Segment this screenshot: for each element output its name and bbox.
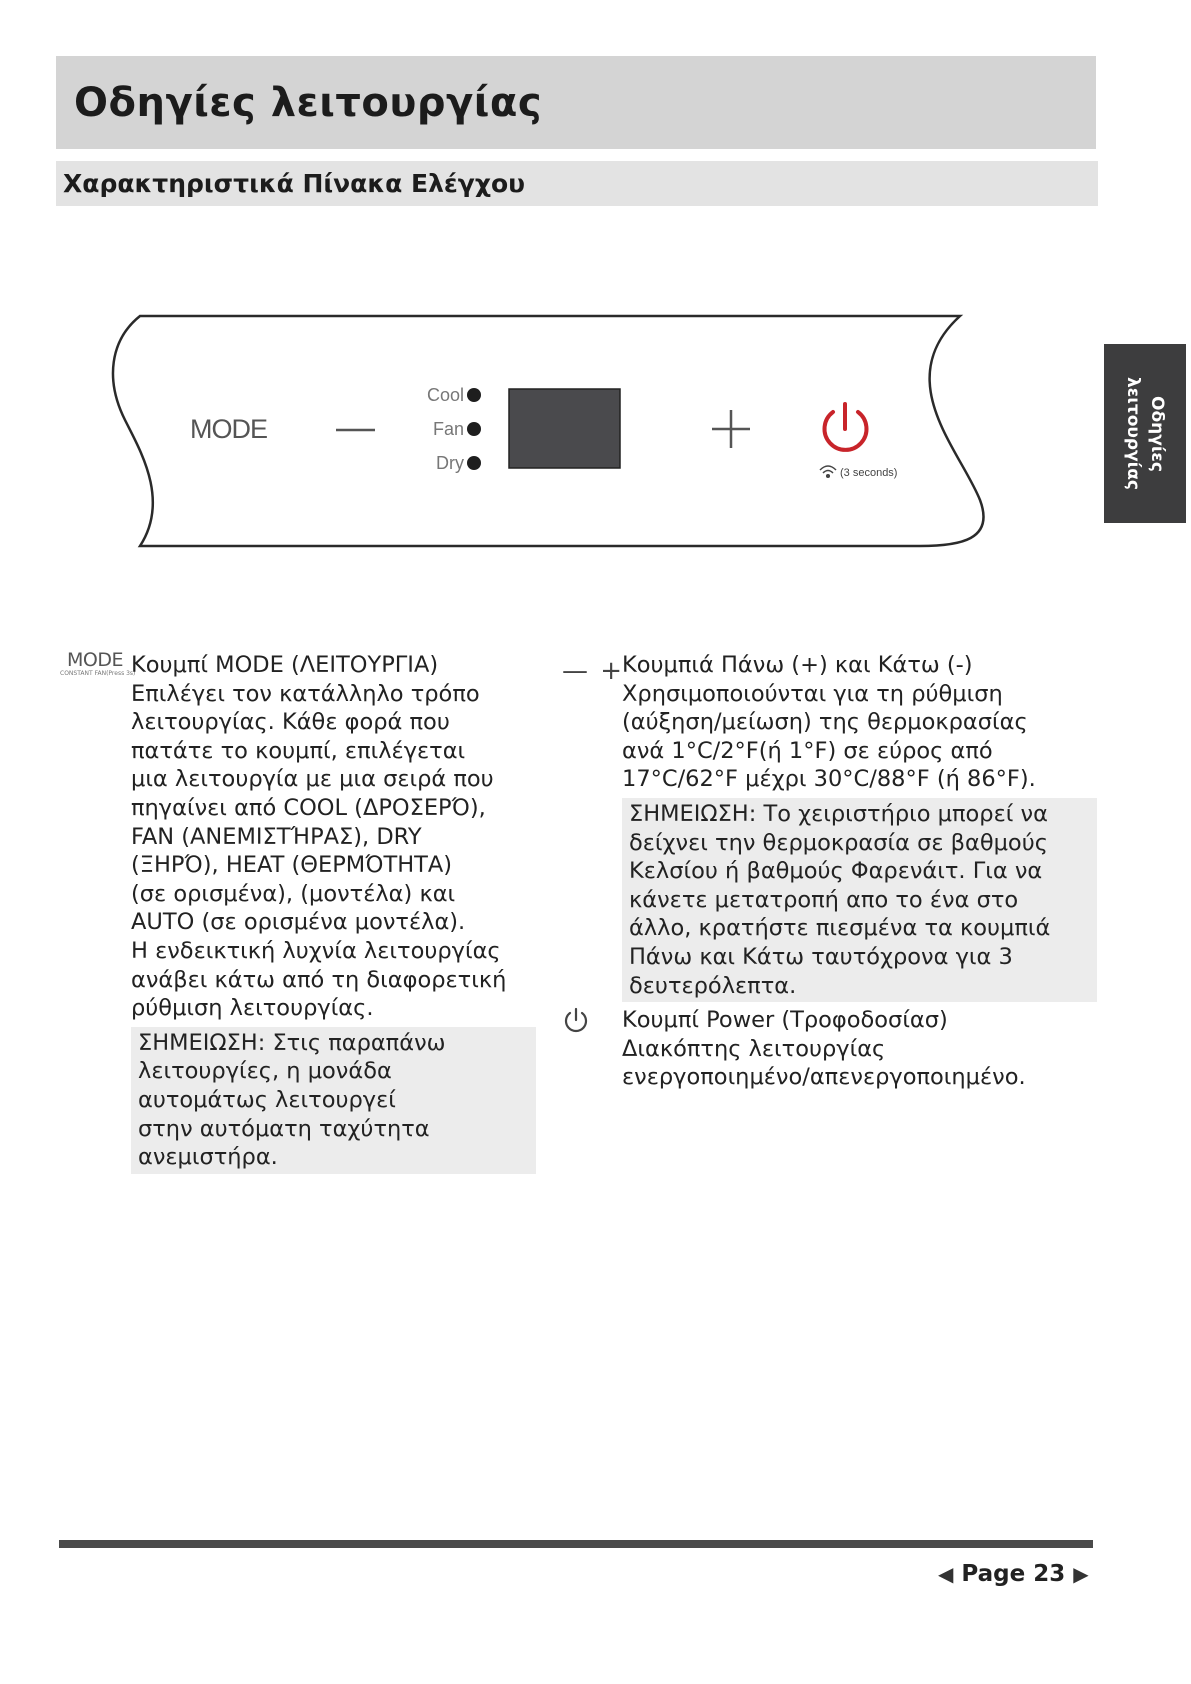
indicator-cool-dot — [467, 388, 481, 402]
indicator-dry-dot — [467, 456, 481, 470]
side-tab-line1: Οδηγίες — [1147, 395, 1167, 472]
mode-line: Επιλέγει τον κατάλληλο τρόπο — [131, 680, 480, 707]
page-number — [938, 1561, 1089, 1587]
mode-note — [131, 1027, 536, 1174]
updown-note — [622, 798, 1097, 1002]
updown-note-line: δευτερόλεπτα. — [629, 972, 797, 999]
mode-icon-sublabel: CONSTANT FAN(Press 3s) — [60, 670, 136, 677]
updown-title: Κουμπιά Πάνω (+) και Κάτω (-) — [622, 652, 973, 678]
power-description — [622, 1006, 1097, 1092]
page-label: Page 23 — [961, 1561, 1066, 1587]
indicator-dry-label: Dry — [436, 453, 464, 473]
title-bar — [56, 56, 1096, 149]
panel-mode-label: MODE — [190, 414, 267, 444]
page-title: Οδηγίες λειτουργίας — [74, 79, 543, 126]
mode-title: Κουμπί MODE (ΛΕΙΤΟΥΡΓΙΑ) — [131, 652, 439, 678]
mode-note-line: ΣΗΜΕΙΩΣΗ: Στις παραπάνω — [138, 1029, 446, 1056]
wifi-hint: (3 seconds) — [840, 467, 898, 479]
updown-note-line: Πάνω και Κάτω ταυτόχρονα για 3 — [629, 943, 1013, 970]
power-line: Διακόπτης λειτουργίας — [622, 1035, 886, 1062]
footer-rule — [59, 1540, 1093, 1548]
mode-button-icon — [60, 649, 136, 678]
updown-note-line: ΣΗΜΕΙΩΣΗ: Το χειριστήριο μπορεί να — [629, 800, 1048, 827]
updown-note-line: δείχνει την θερμοκρασία σε βαθμούς — [629, 829, 1048, 856]
mode-note-line: στην αυτόματη ταχύτητα — [138, 1115, 430, 1142]
mode-icon-label: MODE — [67, 649, 123, 671]
section-subtitle: Χαρακτηριστικά Πίνακα Ελέγχου — [63, 169, 526, 198]
updown-description — [622, 651, 1097, 1092]
power-icon — [563, 1007, 589, 1035]
next-page-arrow-icon: ▶ — [1073, 1562, 1089, 1586]
side-tab — [1104, 344, 1186, 523]
mode-line: ανάβει κάτω από τη διαφορετική — [131, 966, 507, 993]
updown-line: Χρησιμοποιούνται για τη ρύθμιση — [622, 680, 1003, 707]
indicator-fan-label: Fan — [432, 419, 464, 439]
subtitle-bar — [56, 161, 1098, 206]
power-title: Κουμπί Power (Τροφοδοσίασ) — [622, 1007, 948, 1034]
mode-note-line: λειτουργίες, η μονάδα — [138, 1058, 392, 1085]
mode-line: μια λειτουργία με μια σειρά που — [131, 766, 494, 793]
mode-line: Η ενδεικτική λυχνία λειτουργίας — [131, 937, 501, 964]
mode-line: λειτουργίας. Κάθε φορά που — [131, 709, 450, 736]
mode-line: ρύθμιση λειτουργίας. — [131, 995, 374, 1022]
prev-page-arrow-icon: ◀ — [938, 1562, 954, 1586]
mode-line: (ΞΗΡΌ), HEAT (ΘΕΡΜΌΤΗΤΑ) — [131, 852, 453, 879]
mode-line: (σε ορισμένα), (μοντέλα) και — [131, 880, 456, 907]
mode-description — [131, 651, 536, 1174]
mode-line: AUTO (σε ορισμένα μοντέλα). — [131, 909, 466, 936]
mode-note-line: αυτομάτως λειτουργεί — [138, 1086, 396, 1113]
mode-line: πατάτε το κουμπί, επιλέγεται — [131, 737, 466, 764]
power-line: ενεργοποιημένο/απενεργοποιημένο. — [622, 1064, 1026, 1091]
indicator-cool-label: Cool — [426, 385, 464, 405]
updown-line: ανά 1°C/2°F(ή 1°F) σε εύρος από — [622, 737, 993, 764]
mode-line: πηγαίνει από COOL (ΔΡΟΣΕΡΌ), — [131, 794, 486, 821]
minus-plus-icon: — + — [562, 656, 625, 686]
control-panel-illustration — [100, 300, 1000, 560]
side-tab-line2: λειτουργίας — [1123, 377, 1143, 490]
updown-line: 17°C/62°F μέχρι 30°C/88°F (ή 86°F). — [622, 766, 1036, 793]
updown-note-line: Κελσίου ή βαθμούς Φαρενάιτ. Για να — [629, 858, 1043, 885]
display-screen — [509, 389, 620, 468]
updown-line: (αύξηση/μείωση) της θερμοκρασίας — [622, 709, 1028, 736]
mode-line: FAN (ΑΝΕΜΙΣΤΉΡΑΣ), DRY — [131, 823, 422, 850]
updown-note-line: άλλο, κρατήστε πιεσμένα τα κουμπιά — [629, 915, 1051, 942]
updown-note-line: κάνετε μετατροπή απο το ένα στο — [629, 886, 1019, 913]
side-tab-text — [1121, 377, 1169, 490]
mode-note-line: ανεμιστήρα. — [138, 1144, 278, 1171]
indicator-fan-dot — [467, 422, 481, 436]
